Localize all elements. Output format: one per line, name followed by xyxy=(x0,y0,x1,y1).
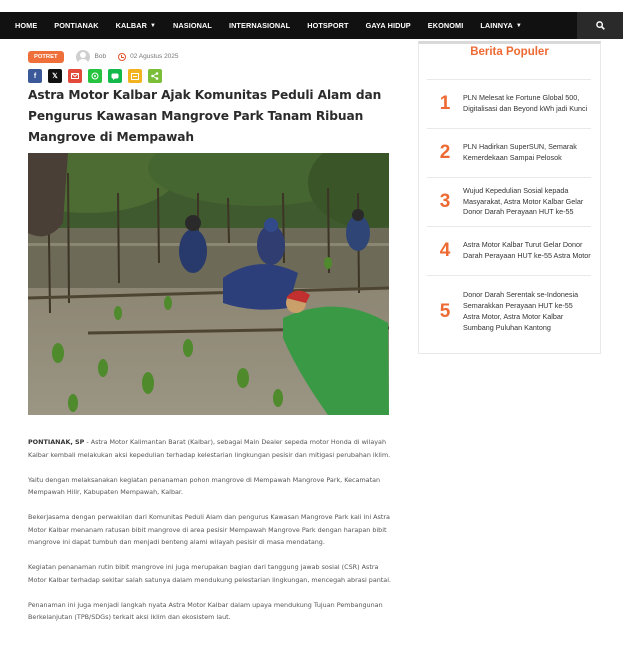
nav-label: GAYA HIDUP xyxy=(365,21,411,30)
publish-date: 02 Agustus 2025 xyxy=(130,53,179,60)
rank-number: 5 xyxy=(439,301,451,322)
nav-item-ekonomi[interactable] xyxy=(428,21,464,30)
rank-number: 2 xyxy=(439,142,451,163)
nav-label: EKONOMI xyxy=(427,21,464,30)
nav-item-kalbar[interactable] xyxy=(116,21,156,30)
dateline: PONTIANAK, SP xyxy=(28,438,85,446)
author-avatar xyxy=(76,50,90,64)
main-navbar xyxy=(0,12,623,39)
news-link[interactable]: PLN Melesat ke Fortune Global 500, Digitalisasi dan Beyond kWh jadi Kunci xyxy=(463,93,588,113)
nav-label: KALBAR xyxy=(115,21,147,30)
nav-item-hotsport[interactable] xyxy=(307,21,348,30)
nav-menu xyxy=(0,12,539,39)
search-button[interactable] xyxy=(577,12,623,39)
paragraph: Bekerjasama dengan perwakilan dari Komunitas Peduli Alam dan pengurus Kawasan Mangrove Park kali ini Astra Motor Kalbar menanam ratusan bibit mangrove di area pesisir Mempawah Mangrove Park dengan harapan bibit mangrove ini dapat tumbuh dan menjadi benteng alami wilayah pesisir di masa mendatang. xyxy=(28,513,390,546)
popular-news-list xyxy=(427,79,591,348)
share-line-button[interactable] xyxy=(108,69,122,83)
popular-news-item[interactable] xyxy=(427,128,591,177)
share-copy-link-button[interactable] xyxy=(128,69,142,83)
clock-icon xyxy=(118,53,126,61)
nav-item-internasional[interactable] xyxy=(229,21,290,30)
nav-label: NASIONAL xyxy=(173,21,212,30)
nav-label: HOTSPORT xyxy=(307,21,349,30)
category-badge[interactable]: POTRET xyxy=(28,51,64,63)
news-link[interactable]: Wujud Kepedulian Sosial kepada Masyarakat, Astra Motor Kalbar Gelar Donor Darah Perayaan HUT ke-55 xyxy=(463,185,584,217)
popular-news-item[interactable] xyxy=(427,275,591,348)
article-title: Astra Motor Kalbar Ajak Komunitas Peduli Alam dan Pengurus Kawasan Mangrove Park Tanam Ribuan Mangrove di Mempawah xyxy=(28,88,382,144)
whatsapp-icon xyxy=(91,72,99,80)
nav-label: HOME xyxy=(15,21,38,30)
share-more-button[interactable] xyxy=(148,69,162,83)
news-link[interactable]: Donor Darah Serentak se-Indonesia Semarakkan Perayaan HUT ke-55 Astra Motor, Astra Motor Kalbar Sumbang Puluhan Kantong xyxy=(463,290,579,332)
nav-item-home[interactable] xyxy=(15,21,37,30)
facebook-icon: f xyxy=(33,72,37,80)
line-icon xyxy=(111,73,119,80)
share-facebook-button[interactable] xyxy=(28,69,42,83)
paragraph: Yaitu dengan melaksanakan kegiatan penanaman pohon mangrove di Mempawah Mangrove Park, Kecamatan Mempawah Hilir, Kabupaten Mempawah, Kalbar. xyxy=(28,475,381,496)
article-photo xyxy=(28,153,389,415)
article-body xyxy=(28,436,394,636)
x-icon: 𝕏 xyxy=(52,72,58,80)
paragraph: Kegiatan penanaman rutin bibit mangrove ini juga merupakan bagian dari tanggung jawab sosial (CSR) Astra Motor Kalbar terhadap sekitar salah satunya dalam mendukung pelestarian lingkungan, mencegah abrasi pantai. xyxy=(28,563,392,584)
nav-label: PONTIANAK xyxy=(54,21,99,30)
nav-item-gaya-hidup[interactable] xyxy=(366,21,411,30)
mangrove-planting-photo xyxy=(28,153,389,415)
share-whatsapp-button[interactable] xyxy=(88,69,102,83)
article-meta xyxy=(28,49,179,64)
rank-number: 1 xyxy=(439,93,451,114)
news-link[interactable]: Astra Motor Kalbar Turut Gelar Donor Darah Perayaan HUT ke-55 Astra Motor xyxy=(463,240,591,260)
nav-item-pontianak[interactable] xyxy=(54,21,98,30)
paragraph: Penanaman ini juga menjadi langkah nyata Astra Motor Kalbar dalam upaya mendukung Tujuan Pembangunan Berkelanjutan (TPB/SDGs) terkait aksi iklim dan ekosistem laut. xyxy=(28,600,383,621)
chevron-down-icon: ▼ xyxy=(149,22,157,29)
nav-item-nasional[interactable] xyxy=(173,21,212,30)
paragraph-text: - Astra Motor Kalimantan Barat (Kalbar), sebagai Main Dealer sepeda motor Honda di wilayah Kalbar kembali melakukan aksi kepedulian terhadap kelestarian lingkungan pesisir dan mitigasi perubahan iklim. xyxy=(28,438,391,459)
email-icon xyxy=(71,73,79,79)
search-icon xyxy=(596,21,605,30)
popular-news-item[interactable] xyxy=(427,79,591,128)
share-icon xyxy=(151,72,159,80)
share-email-button[interactable] xyxy=(68,69,82,83)
share-x-button[interactable] xyxy=(48,69,62,83)
popular-news-widget xyxy=(418,41,601,354)
copy-link-icon xyxy=(131,73,139,80)
share-bar xyxy=(28,69,168,83)
popular-news-item[interactable] xyxy=(427,177,591,226)
rank-number: 4 xyxy=(439,240,451,261)
nav-item-lainnya[interactable] xyxy=(480,21,522,30)
paragraph xyxy=(28,436,394,461)
chevron-down-icon: ▼ xyxy=(515,22,522,29)
nav-label: LAINNYA xyxy=(480,21,513,30)
rank-number: 3 xyxy=(439,191,451,212)
news-link[interactable]: PLN Hadirkan SuperSUN, Semarak Kemerdekaan Sampai Pelosok xyxy=(463,142,577,162)
nav-label: INTERNASIONAL xyxy=(228,21,291,30)
widget-title: Berita Populer xyxy=(470,46,549,58)
popular-news-item[interactable] xyxy=(427,226,591,275)
author-name[interactable]: Bob xyxy=(94,53,107,60)
